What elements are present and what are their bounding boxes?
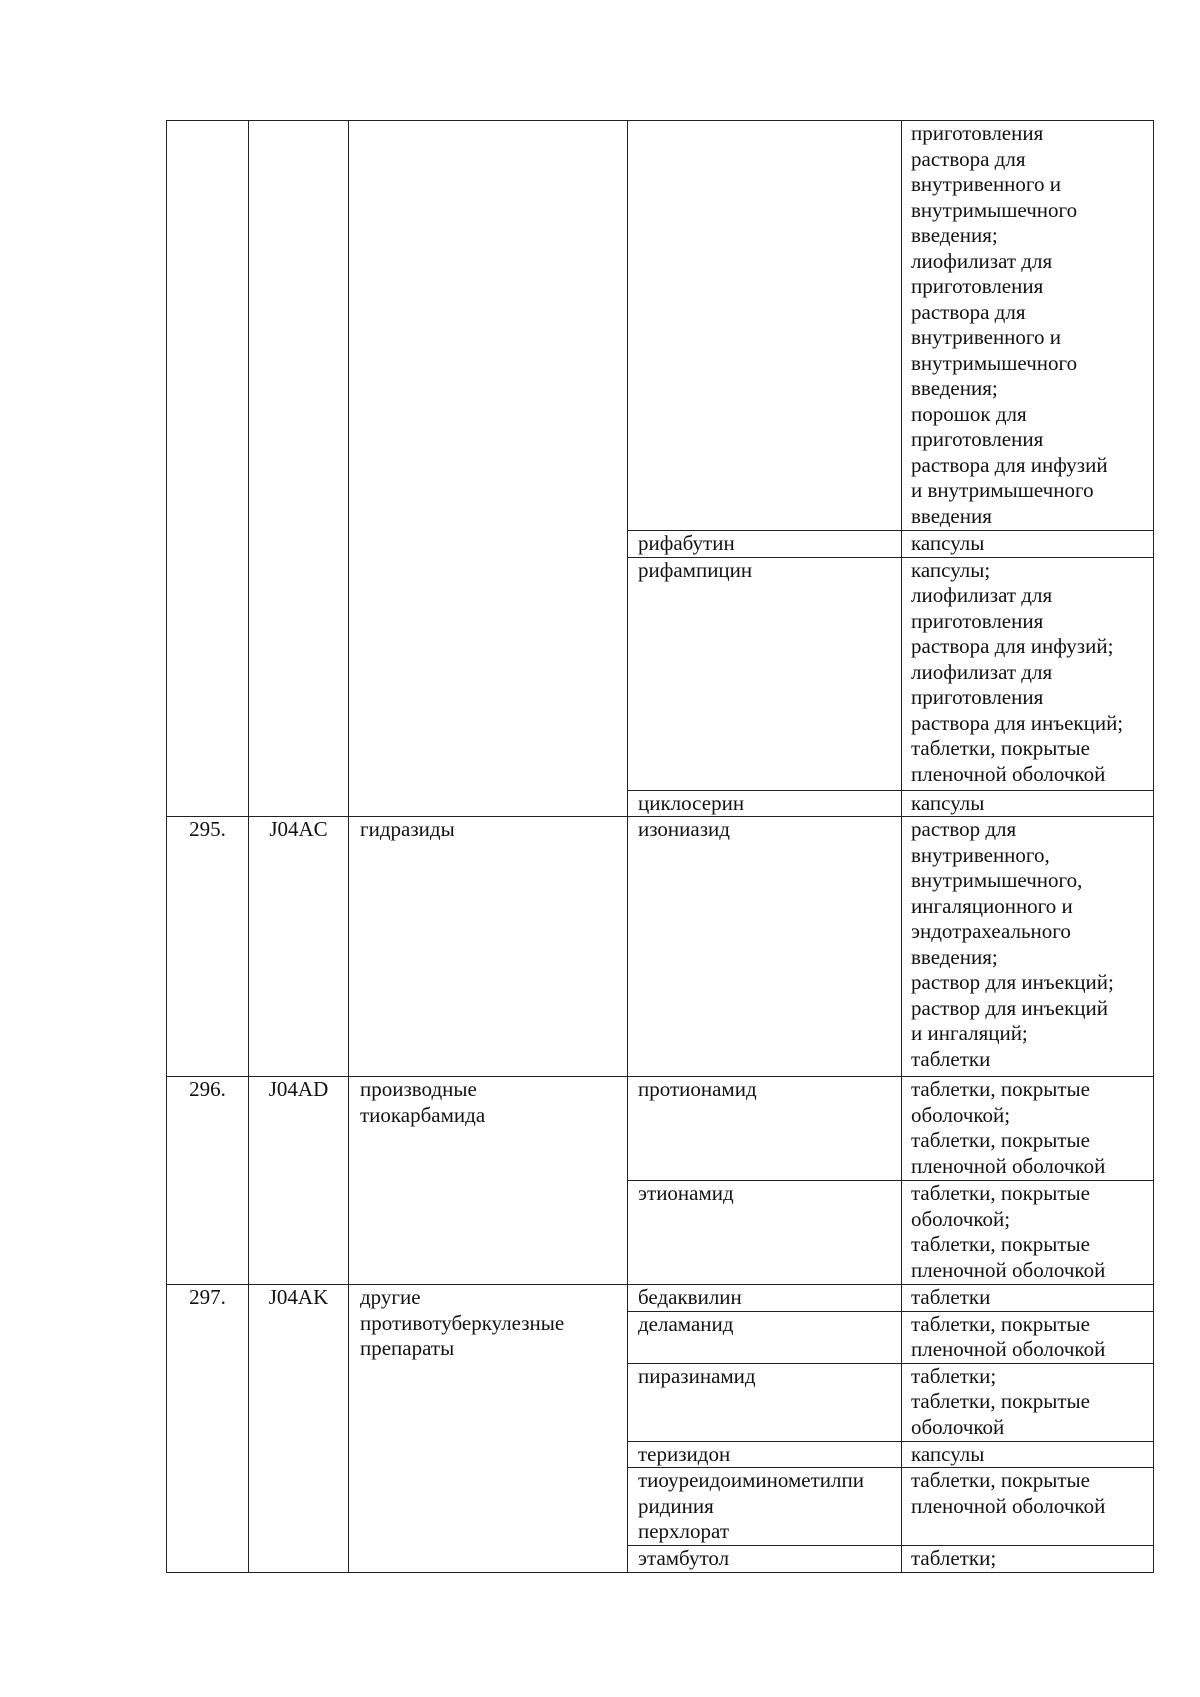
atc-code-cell (249, 121, 349, 817)
drug-cell: изониазид (628, 817, 902, 1077)
drug-cell: теризидон (628, 1441, 902, 1468)
dosage-form-cell: приготовления раствора для внутривенного и внутримышечного введения; лиофилизат для приготовления раствора для внутривенного и внутримышечного введения; порошок для приготовления раствора для инфузий и внутримышечного введения (902, 121, 1154, 531)
dosage-form-cell: таблетки, покрытые оболочкой; таблетки, покрытые пленочной оболочкой (902, 1077, 1154, 1181)
drug-cell: бедаквилин (628, 1285, 902, 1312)
drug-cell: тиоуреидоиминометилпи ридиния перхлорат (628, 1468, 902, 1546)
medication-table (166, 120, 1154, 1573)
table-row (167, 1077, 1154, 1181)
dosage-form-cell: капсулы; лиофилизат для приготовления раствора для инфузий; лиофилизат для приготовления раствора для инъекций; таблетки, покрытые пленочной оболочкой (902, 557, 1154, 790)
atc-code-cell: J04AD (249, 1077, 349, 1285)
group-cell (349, 121, 628, 817)
drug-cell: рифампицин (628, 557, 902, 790)
drug-cell: этионамид (628, 1181, 902, 1285)
dosage-form-cell: таблетки; таблетки, покрытые оболочкой (902, 1363, 1154, 1441)
table-row (167, 1285, 1154, 1312)
dosage-form-cell: таблетки; (902, 1546, 1154, 1573)
dosage-form-cell: таблетки, покрытые пленочной оболочкой (902, 1468, 1154, 1546)
table-row (167, 817, 1154, 1077)
dosage-form-cell: таблетки, покрытые оболочкой; таблетки, покрытые пленочной оболочкой (902, 1181, 1154, 1285)
group-cell: другие противотуберкулезные препараты (349, 1285, 628, 1573)
atc-code-cell: J04AK (249, 1285, 349, 1573)
group-cell: гидразиды (349, 817, 628, 1077)
dosage-form-cell: капсулы (902, 790, 1154, 817)
drug-cell: этамбутол (628, 1546, 902, 1573)
drug-cell (628, 121, 902, 531)
drug-cell: пиразинамид (628, 1363, 902, 1441)
drug-cell: деламанид (628, 1311, 902, 1363)
drug-cell: рифабутин (628, 531, 902, 558)
row-number-cell: 295. (167, 817, 249, 1077)
dosage-form-cell: капсулы (902, 1441, 1154, 1468)
group-cell: производные тиокарбамида (349, 1077, 628, 1285)
dosage-form-cell: таблетки (902, 1285, 1154, 1312)
dosage-form-cell: раствор для внутривенного, внутримышечного, ингаляционного и эндотрахеального введения; раствор для инъекций; раствор для инъекций и ингаляций; таблетки (902, 817, 1154, 1077)
table-row (167, 121, 1154, 531)
dosage-form-cell: таблетки, покрытые пленочной оболочкой (902, 1311, 1154, 1363)
row-number-cell: 296. (167, 1077, 249, 1285)
drug-cell: циклосерин (628, 790, 902, 817)
drug-cell: протионамид (628, 1077, 902, 1181)
row-number-cell (167, 121, 249, 817)
dosage-form-cell: капсулы (902, 531, 1154, 558)
atc-code-cell: J04AC (249, 817, 349, 1077)
row-number-cell: 297. (167, 1285, 249, 1573)
